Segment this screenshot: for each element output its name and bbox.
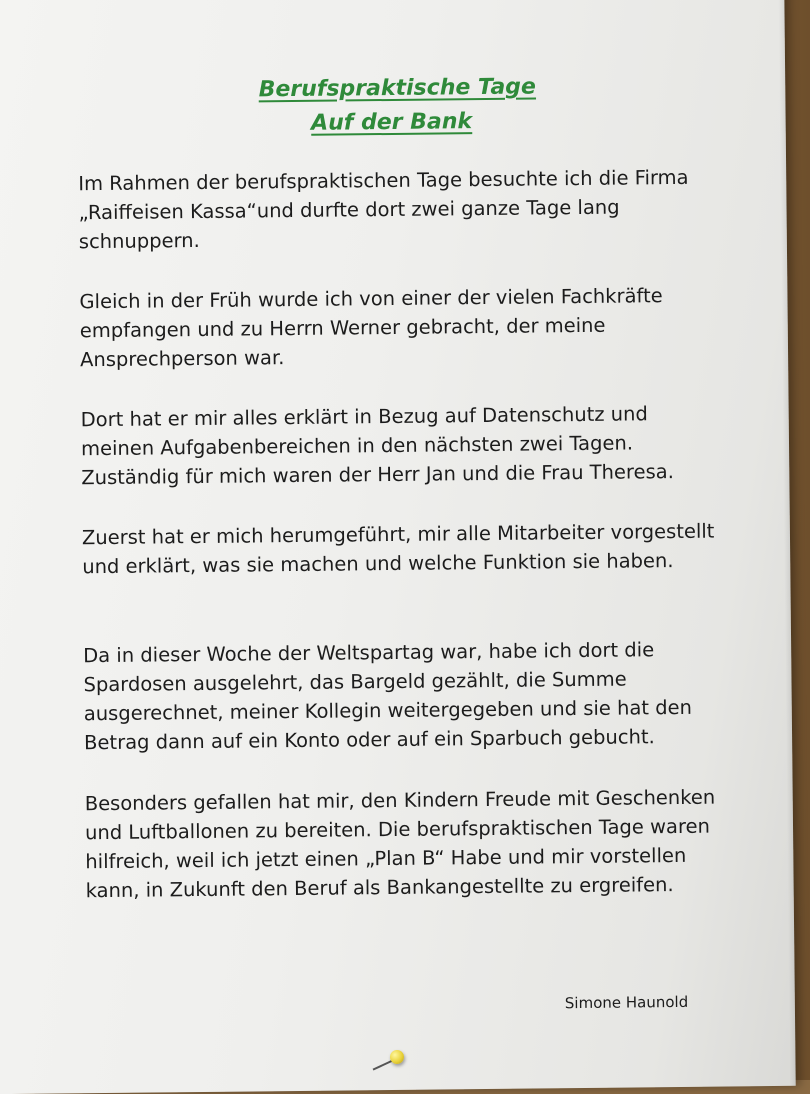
paragraph-intro: Im Rahmen der berufspraktischen Tage besuchte ich die Firma „Raiffeisen Kassa“und durfte dort zwei ganze Tage lang schnuppern. — [78, 165, 689, 254]
paragraph-arrival: Gleich in der Früh wurde ich von einer der vielen Fachkräfte empfangen und zu Herrn Werner gebracht, der meine Ansprechperson war. — [79, 284, 663, 372]
pushpin-head — [390, 1050, 404, 1064]
document-subtitle: Auf der Bank — [310, 109, 473, 136]
pushpin-icon — [386, 1050, 402, 1066]
document-title: Berufspraktische Tage — [258, 74, 537, 103]
paragraph-weltspartag: Da in dieser Woche der Weltspartag war, habe ich dort die Spardosen ausgelehrt, das Bargeld gezählt, die Summe ausgerechnet, meiner Kollegin weitergegeben und sie hat den Betrag dann auf ein Konto oder auf ein Sparbuch gebucht. — [83, 638, 693, 755]
paragraph-explanation: Dort hat er mir alles erklärt in Bezug auf Datenschutz und meinen Aufgabenbereichen in den nächsten zwei Tagen. Zuständig für mich waren der Herr Jan und die Frau Theresa. — [80, 402, 674, 490]
paragraph-conclusion: Besonders gefallen hat mir, den Kindern Freude mit Geschenken und Luftballonen zu bereiten. Die berufspraktischen Tage waren hilfreich, weil ich jetzt einen „Plan B“ Habe und mir vorstellen kann, in Zukunft den Beruf als Bankangestellte zu ergreifen. — [84, 785, 716, 903]
paragraph-tour: Zuerst hat er mich herumgeführt, mir alle Mitarbeiter vorgestellt und erklärt, was sie machen und welche Funktion sie haben. — [81, 519, 715, 579]
signature: Simone Haunold — [564, 992, 689, 1013]
